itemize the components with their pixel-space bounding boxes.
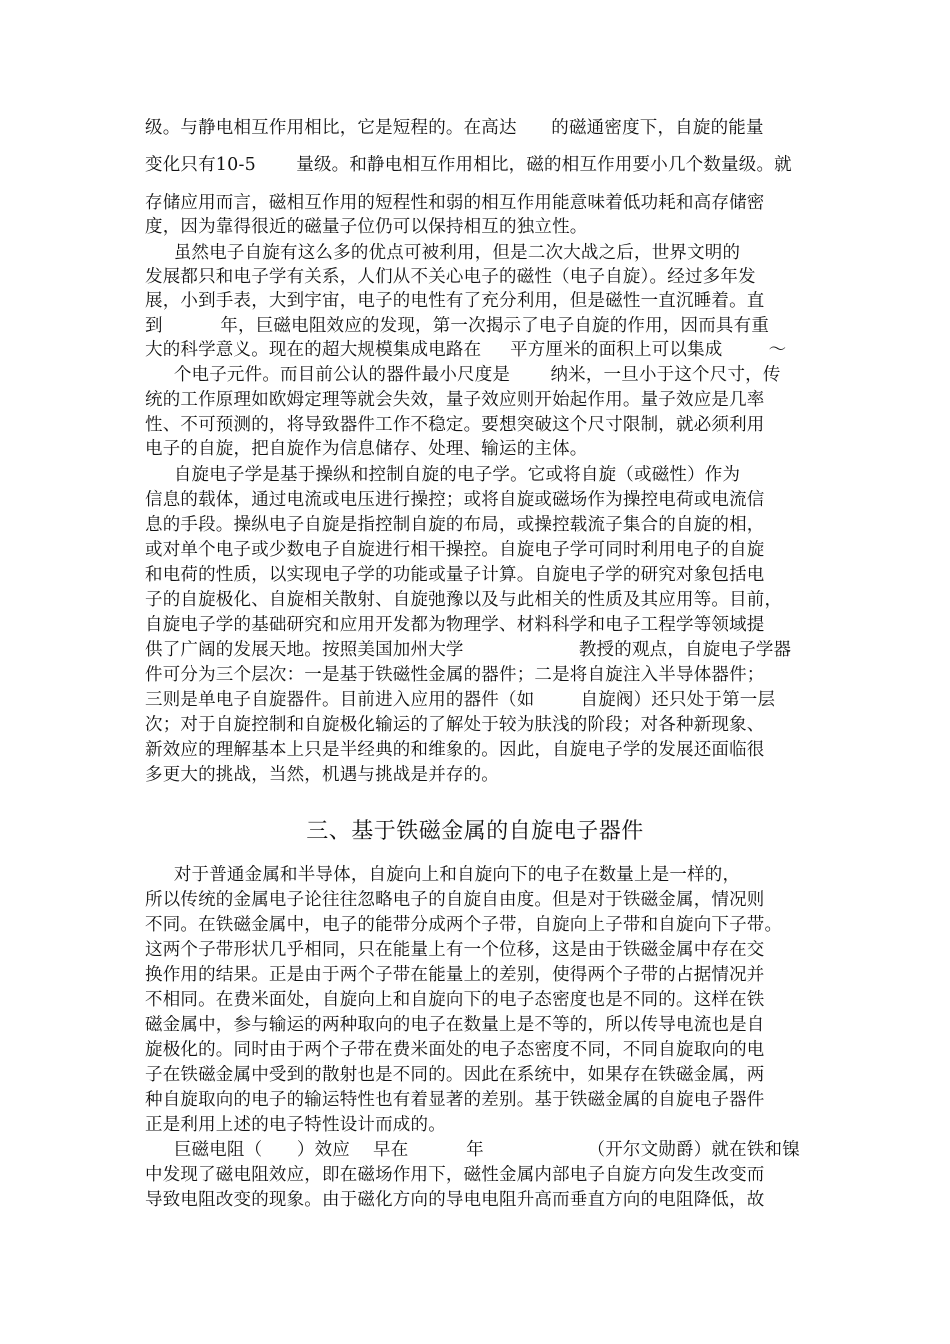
text-line: 巨磁电阻（ ）效应 早在 年 （开尔文勋爵）就在铁和镍 [145, 1140, 800, 1160]
text-line: 自旋电子学是基于操纵和控制自旋的电子学。它或将自旋（或磁性）作为 [145, 465, 741, 485]
text-line: 性、不可预测的，将导致器件工作不稳定。要想突破这个尺寸限制，就必须利用 [145, 415, 765, 435]
text-line: 换作用的结果。正是由于两个子带在能量上的差别，使得两个子带的占据情况并 [145, 965, 765, 985]
text-line: 度，因为靠得很近的磁量子位仍可以保持相互的独立性。 [145, 217, 588, 237]
text-line: 大的科学意义。现在的超大规模集成电路在 平方厘米的面积上可以集成 ～ [145, 340, 787, 360]
text-line: 级。与静电相互作用相比，它是短程的。在高达 的磁通密度下，自旋的能量 [145, 118, 764, 138]
text-line: 或对单个电子或少数电子自旋进行相干操控。自旋电子学可同时利用电子的自旋 [145, 540, 765, 560]
text-line: 所以传统的金属电子论往往忽略电子的自旋自由度。但是对于铁磁金属，情况则 [145, 890, 765, 910]
text-line: 信息的载体，通过电流或电压进行操控；或将自旋或磁场作为操控电荷或电流信 [145, 490, 765, 510]
text-line: 磁金属中，参与输运的两种取向的电子在数量上是不等的，所以传导电流也是自 [145, 1015, 765, 1035]
text-line: 子在铁磁金属中受到的散射也是不同的。因此在系统中，如果存在铁磁金属，两 [145, 1065, 765, 1085]
text-line: 自旋电子学的基础研究和应用开发都为物理学、材料科学和电子工程学等领域提 [145, 615, 765, 635]
text-line: 导致电阻改变的现象。由于磁化方向的导电电阻升高而垂直方向的电阻降低，故 [145, 1190, 765, 1210]
text-line: 中发现了磁电阻效应，即在磁场作用下，磁性金属内部电子自旋方向发生改变而 [145, 1165, 765, 1185]
text-line: 种自旋取向的电子的输运特性也有着显著的差别。基于铁磁金属的自旋电子器件 [145, 1090, 765, 1110]
text-line: 多更大的挑战，当然，机遇与挑战是并存的。 [145, 765, 499, 785]
text-line: 新效应的理解基本上只是半经典的和维象的。因此，自旋电子学的发展还面临很 [145, 740, 765, 760]
section-heading: 三、基于铁磁金属的自旋电子器件 [306, 819, 644, 844]
text-line: 供了广阔的发展天地。按照美国加州大学 教授的观点，自旋电子学器 [145, 640, 792, 660]
text-line: 展，小到手表，大到宇宙，电子的电性有了充分利用，但是磁性一直沉睡着。直 [145, 291, 765, 311]
text-line: 和电荷的性质，以实现电子学的功能或量子计算。自旋电子学的研究对象包括电 [145, 565, 765, 585]
text-line: 到 年，巨磁电阻效应的发现，第一次揭示了电子自旋的作用，因而具有重 [145, 316, 770, 336]
text-line: 旋极化的。同时由于两个子带在费米面处的电子态密度不同，不同自旋取向的电 [145, 1040, 765, 1060]
text-line: 次；对于自旋控制和自旋极化输运的了解处于较为肤浅的阶段；对各种新现象、 [145, 715, 765, 735]
text-line: 变化只有10-5 量级。和静电相互作用相比，磁的相互作用要小几个数量级。就 [145, 155, 792, 175]
text-line: 子的自旋极化、自旋相关散射、自旋弛豫以及与此相关的性质及其应用等。目前， [145, 590, 783, 610]
text-line: 三则是单电子自旋器件。目前进入应用的器件（如 自旋阀）还只处于第一层 [145, 690, 776, 710]
text-line: 电子的自旋，把自旋作为信息储存、处理、输运的主体。 [145, 439, 588, 459]
text-line: 正是利用上述的电子特性设计而成的。 [145, 1115, 446, 1135]
text-line: 不相同。在费米面处，自旋向上和自旋向下的电子态密度也是不同的。这样在铁 [145, 990, 765, 1010]
text-line: 对于普通金属和半导体，自旋向上和自旋向下的电子在数量上是一样的， [145, 865, 741, 885]
text-line: 个电子元件。而目前公认的器件最小尺度是 纳米，一旦小于这个尺寸，传 [145, 365, 781, 385]
text-line: 虽然电子自旋有这么多的优点可被利用，但是二次大战之后，世界文明的 [145, 243, 741, 263]
text-line: 这两个子带形状几乎相同，只在能量上有一个位移，这是由于铁磁金属中存在交 [145, 940, 765, 960]
text-line: 存储应用而言，磁相互作用的短程性和弱的相互作用能意味着低功耗和高存储密 [145, 193, 765, 213]
text-line: 统的工作原理如欧姆定理等就会失效，量子效应则开始起作用。量子效应是几率 [145, 390, 765, 410]
text-line: 发展都只和电子学有关系，人们从不关心电子的磁性（电子自旋）。经过多年发 [145, 267, 756, 287]
text-line: 件可分为三个层次：一是基于铁磁性金属的器件；二是将自旋注入半导体器件； [145, 665, 765, 685]
text-line: 息的手段。操纵电子自旋是指控制自旋的布局，或操控载流子集合的自旋的相， [145, 515, 765, 535]
text-line: 不同。在铁磁金属中，电子的能带分成两个子带，自旋向上子带和自旋向下子带。 [145, 915, 783, 935]
